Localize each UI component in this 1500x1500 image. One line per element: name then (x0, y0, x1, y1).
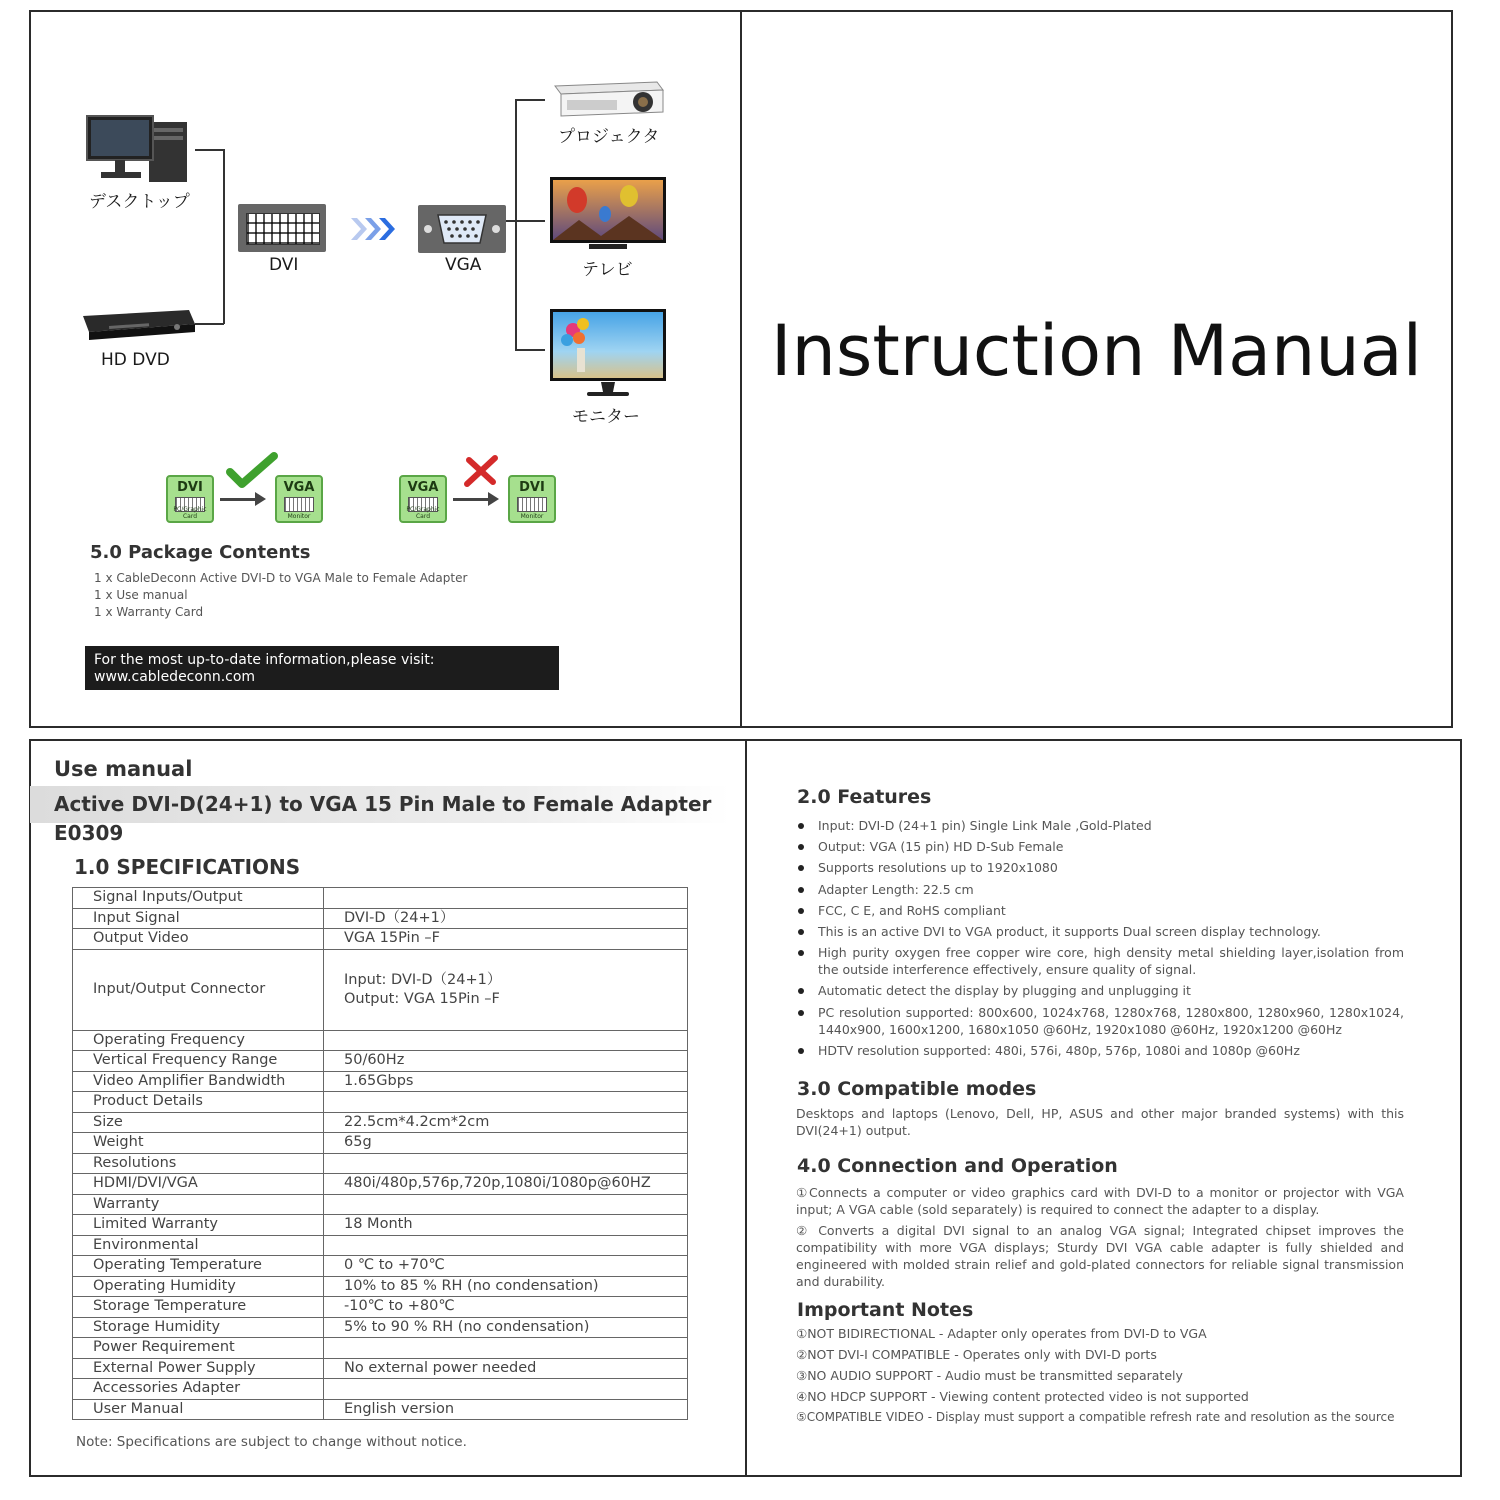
port-pins-icon (284, 497, 314, 512)
table-row (73, 1338, 688, 1359)
monitor-icon (549, 308, 667, 400)
connector-line (515, 220, 545, 222)
spec-value: 18 Month (324, 1215, 688, 1236)
package-item: 1 x Use manual (94, 588, 188, 602)
note-item: ⑤COMPATIBLE VIDEO - Display must support a compatible refresh rate and resolution as the source (796, 1410, 1395, 1424)
compat-sub-label: PC/Graphic Card (406, 506, 440, 520)
spec-value (324, 1194, 688, 1215)
compat-sub-label: Monitor (287, 513, 311, 520)
chevrons-arrow-icon (349, 216, 399, 242)
compat-dvi-source (166, 475, 214, 523)
spec-key: HDMI/DVI/VGA (73, 1174, 324, 1195)
connection-step-2: ② Converts a digital DVI signal to an analog VGA signal; Integrated chipset improves the compatibility with more VGA displays; Sturdy DVI VGA cable adapter is fully shielded and engineered with molded strain relief and gold-plated connectors for reliable signal transmission and durability. (796, 1223, 1404, 1289)
connection-step-1: ①Connects a computer or video graphics card with DVI-D to a monitor or projector with VGA input; A VGA cable (sold separately) is required to connect the adapter to a display. (796, 1185, 1404, 1217)
spec-value (324, 1030, 688, 1051)
spec-value (324, 1235, 688, 1256)
compat-arrow (220, 498, 256, 501)
desktop-pc-icon (83, 112, 195, 184)
spec-key: Resolutions (73, 1153, 324, 1174)
spec-value: 50/60Hz (324, 1051, 688, 1072)
diagram-panel (29, 10, 742, 728)
table-row (73, 949, 688, 1030)
compat-sub-label: Monitor (520, 513, 544, 520)
check-icon (226, 452, 278, 488)
table-row (73, 1112, 688, 1133)
features-heading: 2.0 Features (797, 786, 932, 808)
notes-heading: Important Notes (797, 1299, 974, 1321)
note-item: ②NOT DVI-I COMPATIBLE - Operates only with DVI-D ports (796, 1347, 1157, 1362)
compat-sub-label: PC/Graphic Card (173, 506, 207, 520)
spec-key: Accessories Adapter (73, 1379, 324, 1400)
spec-key: Operating Frequency (73, 1030, 324, 1051)
table-row (73, 908, 688, 929)
spec-key: User Manual (73, 1399, 324, 1420)
vga-connector-icon (418, 205, 506, 253)
feature-item: FCC, C E, and RoHS compliant (796, 902, 1404, 919)
compat-label: DVI (177, 480, 203, 495)
spec-key: Vertical Frequency Range (73, 1051, 324, 1072)
spec-value-line: Input: DVI-D（24+1） (344, 971, 502, 988)
spec-key: Limited Warranty (73, 1215, 324, 1236)
table-row (73, 1276, 688, 1297)
spec-value: 1.65Gbps (324, 1071, 688, 1092)
table-row (73, 929, 688, 950)
note-item: ④NO HDCP SUPPORT - Viewing content protected video is not supported (796, 1389, 1249, 1404)
table-row (73, 1358, 688, 1379)
feature-item: Adapter Length: 22.5 cm (796, 881, 1404, 898)
tv-label: テレビ (582, 260, 633, 280)
features-list (796, 817, 1404, 1063)
table-row (73, 1399, 688, 1420)
manual-label: Use manual (54, 757, 193, 781)
table-row (73, 1317, 688, 1338)
compat-label: VGA (407, 480, 439, 495)
spec-key: Power Requirement (73, 1338, 324, 1359)
cover-title: Instruction Manual (770, 310, 1423, 392)
spec-key: Weight (73, 1133, 324, 1154)
banner-text: For the most up-to-date information,please visit: (94, 652, 435, 668)
connector-line (515, 349, 545, 351)
projector-icon (549, 78, 667, 120)
spec-key: Storage Humidity (73, 1317, 324, 1338)
connector-line (195, 149, 224, 151)
spec-key: Environmental (73, 1235, 324, 1256)
feature-item: Automatic detect the display by plugging and unplugging it (796, 982, 1404, 999)
connector-line (195, 323, 224, 325)
table-row (73, 1297, 688, 1318)
spec-key: Operating Temperature (73, 1256, 324, 1277)
spec-value-line: Output: VGA 15Pin –F (344, 990, 500, 1007)
table-row (73, 1071, 688, 1092)
spec-key: Signal Inputs/Output (73, 888, 324, 909)
spec-value (324, 1379, 688, 1400)
compatible-heading: 3.0 Compatible modes (797, 1078, 1037, 1100)
compat-label: DVI (519, 480, 545, 495)
package-heading: 5.0 Package Contents (90, 542, 311, 563)
compat-arrow (453, 498, 489, 501)
model-number: E0309 (54, 821, 124, 845)
table-row (73, 1153, 688, 1174)
note-item: ①NOT BIDIRECTIONAL - Adapter only operates from DVI-D to VGA (796, 1326, 1207, 1341)
spec-key: Size (73, 1112, 324, 1133)
compatible-text: Desktops and laptops (Lenovo, Dell, HP, ASUS and other major branded systems) with this DVI(24+1) output. (796, 1106, 1404, 1138)
cover-panel (740, 10, 1453, 728)
connection-heading: 4.0 Connection and Operation (797, 1155, 1118, 1177)
product-title: Active DVI-D(24+1) to VGA 15 Pin Male to Female Adapter (54, 792, 712, 816)
spec-key: Warranty (73, 1194, 324, 1215)
hd-dvd-label: HD DVD (101, 350, 170, 370)
spec-value (324, 888, 688, 909)
table-row (73, 888, 688, 909)
desktop-label: デスクトップ (89, 192, 190, 212)
table-row (73, 1174, 688, 1195)
feature-item: HDTV resolution supported: 480i, 576i, 480p, 576p, 1080i and 1080p @60Hz (796, 1042, 1404, 1059)
spec-value: VGA 15Pin –F (324, 929, 688, 950)
spec-value (324, 949, 688, 1030)
spec-value: 5% to 90 % RH (no condensation) (324, 1317, 688, 1338)
spec-key: Input Signal (73, 908, 324, 929)
spec-value: 65g (324, 1133, 688, 1154)
specifications-table (72, 887, 688, 1420)
feature-item: Input: DVI-D (24+1 pin) Single Link Male ,Gold-Plated (796, 817, 1404, 834)
table-row (73, 1092, 688, 1113)
package-item: 1 x CableDeconn Active DVI-D to VGA Male to Female Adapter (94, 571, 468, 585)
table-row (73, 1030, 688, 1051)
dvi-connector-icon (238, 204, 326, 252)
spec-key: Video Amplifier Bandwidth (73, 1071, 324, 1092)
table-row (73, 1256, 688, 1277)
package-item: 1 x Warranty Card (94, 605, 204, 619)
cross-icon (461, 454, 501, 488)
spec-value: No external power needed (324, 1358, 688, 1379)
spec-note: Note: Specifications are subject to change without notice. (76, 1434, 467, 1450)
spec-key: Product Details (73, 1092, 324, 1113)
compat-label: VGA (283, 480, 315, 495)
spec-key: Operating Humidity (73, 1276, 324, 1297)
feature-item: PC resolution supported: 800x600, 1024x768, 1280x768, 1280x800, 1280x960, 1280x1024, 1440x900, 1600x1200, 1680x1050 @60Hz, 1920x1080 @60Hz, 1920x1200 @60Hz (796, 1004, 1404, 1038)
spec-value: English version (324, 1399, 688, 1420)
spec-value: 0 ℃ to +70℃ (324, 1256, 688, 1277)
spec-value: -10℃ to +80℃ (324, 1297, 688, 1318)
spec-value: DVI-D（24+1） (324, 908, 688, 929)
projector-label: プロジェクタ (558, 127, 660, 147)
table-row (73, 1051, 688, 1072)
spec-key: Output Video (73, 929, 324, 950)
feature-item: Output: VGA (15 pin) HD D-Sub Female (796, 838, 1404, 855)
connector-line (515, 99, 517, 350)
port-pins-icon (517, 497, 547, 512)
spec-key: Input/Output Connector (73, 949, 324, 1030)
spec-value (324, 1092, 688, 1113)
table-row (73, 1379, 688, 1400)
spec-value: 10% to 85 % RH (no condensation) (324, 1276, 688, 1297)
table-row (73, 1133, 688, 1154)
website-banner (85, 646, 559, 690)
vga-label: VGA (445, 255, 482, 275)
spec-value (324, 1153, 688, 1174)
table-row (73, 1235, 688, 1256)
tv-icon (549, 176, 667, 252)
spec-heading: 1.0 SPECIFICATIONS (74, 855, 301, 879)
note-item: ③NO AUDIO SUPPORT - Audio must be transmitted separately (796, 1368, 1183, 1383)
spec-value: 480i/480p,576p,720p,1080i/1080p@60HZ (324, 1174, 688, 1195)
feature-item: High purity oxygen free copper wire core, high density metal shielding layer,isolation from the outside interference effectively, ensure quality of signal. (796, 944, 1404, 978)
feature-item: Supports resolutions up to 1920x1080 (796, 859, 1404, 876)
connector-line (515, 99, 545, 101)
compat-vga-source (399, 475, 447, 523)
dvi-label: DVI (269, 255, 299, 275)
spec-value: 22.5cm*4.2cm*2cm (324, 1112, 688, 1133)
compat-vga-target (275, 475, 323, 523)
connector-line (223, 149, 225, 324)
spec-key: Storage Temperature (73, 1297, 324, 1318)
spec-key: External Power Supply (73, 1358, 324, 1379)
hd-dvd-player-icon (79, 302, 197, 342)
monitor-label: モニター (572, 407, 640, 427)
spec-value (324, 1338, 688, 1359)
compat-dvi-target (508, 475, 556, 523)
table-row (73, 1194, 688, 1215)
website-link[interactable]: www.cabledeconn.com (94, 669, 256, 685)
table-row (73, 1215, 688, 1236)
feature-item: This is an active DVI to VGA product, it supports Dual screen display technology. (796, 923, 1404, 940)
